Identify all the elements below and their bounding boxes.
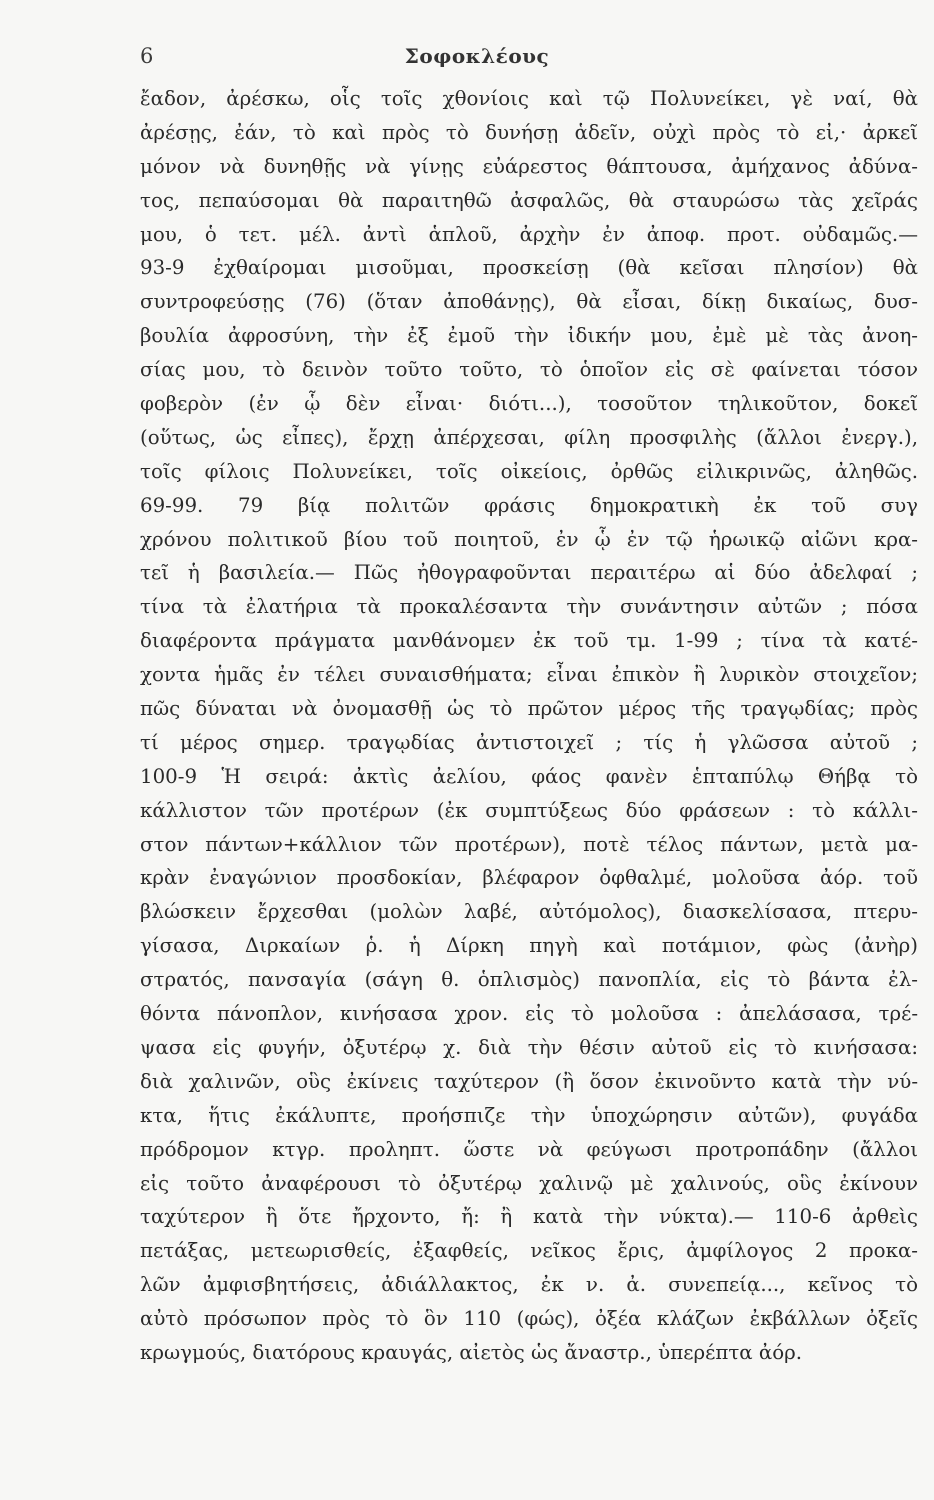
text-line: 93-9 ἐχθαίρομαι μισοῦμαι, προσκείσῃ (θὰ κεῖσαι πλησίον) θὰ (140, 256, 918, 280)
text-line: βλώσκειν ἔρχεσθαι (μολὼν λαβέ, αὐτόμολος), διασκελίσασα, πτερυ- (140, 900, 918, 924)
text-line: κτα, ἥτις ἐκάλυπτε, προήσπιζε τὴν ὑποχώρησιν αὐτῶν), φυγάδα (140, 1103, 918, 1127)
text-line: λῶν ἀμφισβητήσεις, ἀδιάλλακτος, ἐκ ν. ἀ. συνεπείᾳ..., κεῖνος τὸ (140, 1273, 918, 1297)
text-line: ψασα εἰς φυγήν, ὀξυτέρῳ χ. διὰ τὴν θέσιν αὐτοῦ εἰς τὸ κινήσασα: (140, 1035, 918, 1059)
text-line: τοῖς φίλοις Πολυνείκει, τοῖς οἰκείοις, ὀρθῶς εἰλικρινῶς, ἀληθῶς. (140, 459, 918, 483)
text-line: εἰς τοῦτο ἀναφέρουσι τὸ ὀξυτέρῳ χαλινῷ μὲ χαλινούς, οὓς ἐκίνουν (140, 1171, 918, 1195)
page-number: 6 (140, 44, 154, 68)
text-line: 100-9 Ἡ σειρά: ἀκτὶς ἀελίου, φάος φανὲν ἑπταπύλῳ Θήβᾳ τὸ (140, 764, 918, 788)
text-line: (οὕτως, ὡς εἶπες), ἔρχῃ ἀπέρχεσαι, φίλη προσφιλὴς (ἄλλοι ἐνεργ.), (140, 425, 918, 449)
text-line: φοβερὸν (ἐν ᾧ δὲν εἶναι· διότι...), τοσοῦτον τηλικοῦτον, δοκεῖ (140, 392, 918, 416)
text-line: 69-99. 79 βίᾳ πολιτῶν φράσις δημοκρατικὴ ἐκ τοῦ συγ (140, 493, 918, 517)
text-line: πρόδρομον κτγρ. προληπτ. ὥστε νὰ φεύγωσι προτροπάδην (ἄλλοι (140, 1137, 918, 1161)
running-title: Σοφοκλέους (404, 44, 550, 68)
text-line: ταχύτερον ἢ ὅτε ἤρχοντο, ἤ: ἢ κατὰ τὴν νύκτα).— 110-6 ἀρθεὶς (140, 1205, 918, 1229)
text-line: κρὰν ἐναγώνιον προσδοκίαν, βλέφαρον ὀφθαλμέ, μολοῦσα ἀόρ. τοῦ (140, 866, 918, 890)
text-line: ἀρέσῃς, ἐάν, τὸ καὶ πρὸς τὸ δυνήσῃ ἁδεῖν, οὐχὶ πρὸς τὸ εἰ,· ἀρκεῖ (140, 120, 918, 144)
commentary-text (140, 82, 918, 1370)
text-line: χρόνου πολιτικοῦ βίου τοῦ ποιητοῦ, ἐν ᾧ ἐν τῷ ἡρωικῷ αἰῶνι κρα- (140, 527, 918, 551)
text-line: πῶς δύναται νὰ ὀνομασθῇ ὡς τὸ πρῶτον μέρος τῆς τραγῳδίας; πρὸς (140, 697, 918, 721)
text-line: διαφέροντα πράγματα μανθάνομεν ἐκ τοῦ τμ. 1-99 ; τίνα τὰ κατέ- (140, 629, 918, 653)
text-line: γίσασα, Διρκαίων ῥ. ἡ Δίρκη πηγὴ καὶ ποτάμιον, φὼς (ἀνὴρ) (140, 934, 918, 958)
text-line: σίας μου, τὸ δεινὸν τοῦτο τοῦτο, τὸ ὁποῖον εἰς σὲ φαίνεται τόσον (140, 358, 918, 382)
text-line: κρωγμούς, διατόρους κραυγάς, αἰετὸς ὡς ἄναστρ., ὑπερέπτα ἀόρ. (140, 1340, 803, 1364)
text-line: ἔαδον, ἀρέσκω, οἷς τοῖς χθονίοις καὶ τῷ Πολυνείκει, γὲ ναί, θὰ (140, 87, 918, 110)
text-line: μου, ὁ τετ. μέλ. ἀντὶ ἁπλοῦ, ἀρχὴν ἐν ἀποφ. προτ. οὐδαμῶς.— (140, 222, 918, 246)
text-line: τεῖ ἡ βασιλεία.— Πῶς ἠθογραφοῦνται περαιτέρω αἱ δύο ἀδελφαί ; (140, 561, 918, 585)
text-line: πετάξας, μετεωρισθείς, ἐξαφθείς, νεῖκος ἔρις, ἀμφίλογος 2 προκα- (140, 1239, 918, 1263)
text-line: μόνον νὰ δυνηθῇς νὰ γίνῃς εὐάρεστος θάπτουσα, ἀμήχανος ἀδύνα- (140, 154, 918, 178)
text-line: τί μέρος σημερ. τραγῳδίας ἀντιστοιχεῖ ; τίς ἡ γλῶσσα αὐτοῦ ; (140, 730, 918, 754)
text-line: βουλία ἀφροσύνη, τὴν ἐξ ἐμοῦ τὴν ἰδικήν μου, ἐμὲ μὲ τὰς ἀνοη- (140, 324, 918, 348)
text-line: αὐτὸ πρόσωπον πρὸς τὸ ὃν 110 (φώς), ὀξέα κλάζων ἐκβάλλων ὀξεῖς (140, 1307, 918, 1331)
text-line: τίνα τὰ ἐλατήρια τὰ προκαλέσαντα τὴν συνάντησιν αὐτῶν ; πόσα (140, 595, 918, 619)
page-header (140, 44, 814, 78)
text-line: θόντα πάνοπλον, κινήσασα χρον. εἰς τὸ μολοῦσα : ἀπελάσασα, τρέ- (140, 1002, 918, 1026)
text-line: συντροφεύσῃς (76) (ὅταν ἀποθάνῃς), θὰ εἶσαι, δίκῃ δικαίως, δυσ- (140, 290, 918, 314)
text-line: στον πάντων+κάλλιον τῶν προτέρων), ποτὲ τέλος πάντων, μετὰ μα- (140, 832, 918, 856)
text-line: χοντα ἡμᾶς ἐν τέλει συναισθήματα; εἶναι ἐπικὸν ἢ λυρικὸν στοιχεῖον; (140, 663, 918, 687)
text-line: στρατός, πανσαγία (σάγη θ. ὁπλισμὸς) πανοπλία, εἰς τὸ βάντα ἐλ- (140, 968, 918, 992)
text-line: κάλλιστον τῶν προτέρων (ἐκ συμπτύξεως δύο φράσεων : τὸ κάλλι- (140, 798, 918, 822)
text-line: διὰ χαλινῶν, οὓς ἐκίνεις ταχύτερον (ἢ ὅσον ἐκινοῦντο κατὰ τὴν νύ- (140, 1069, 918, 1093)
text-line: τος, πεπαύσομαι θὰ παραιτηθῶ ἀσφαλῶς, θὰ σταυρώσω τὰς χεῖράς (140, 188, 918, 212)
